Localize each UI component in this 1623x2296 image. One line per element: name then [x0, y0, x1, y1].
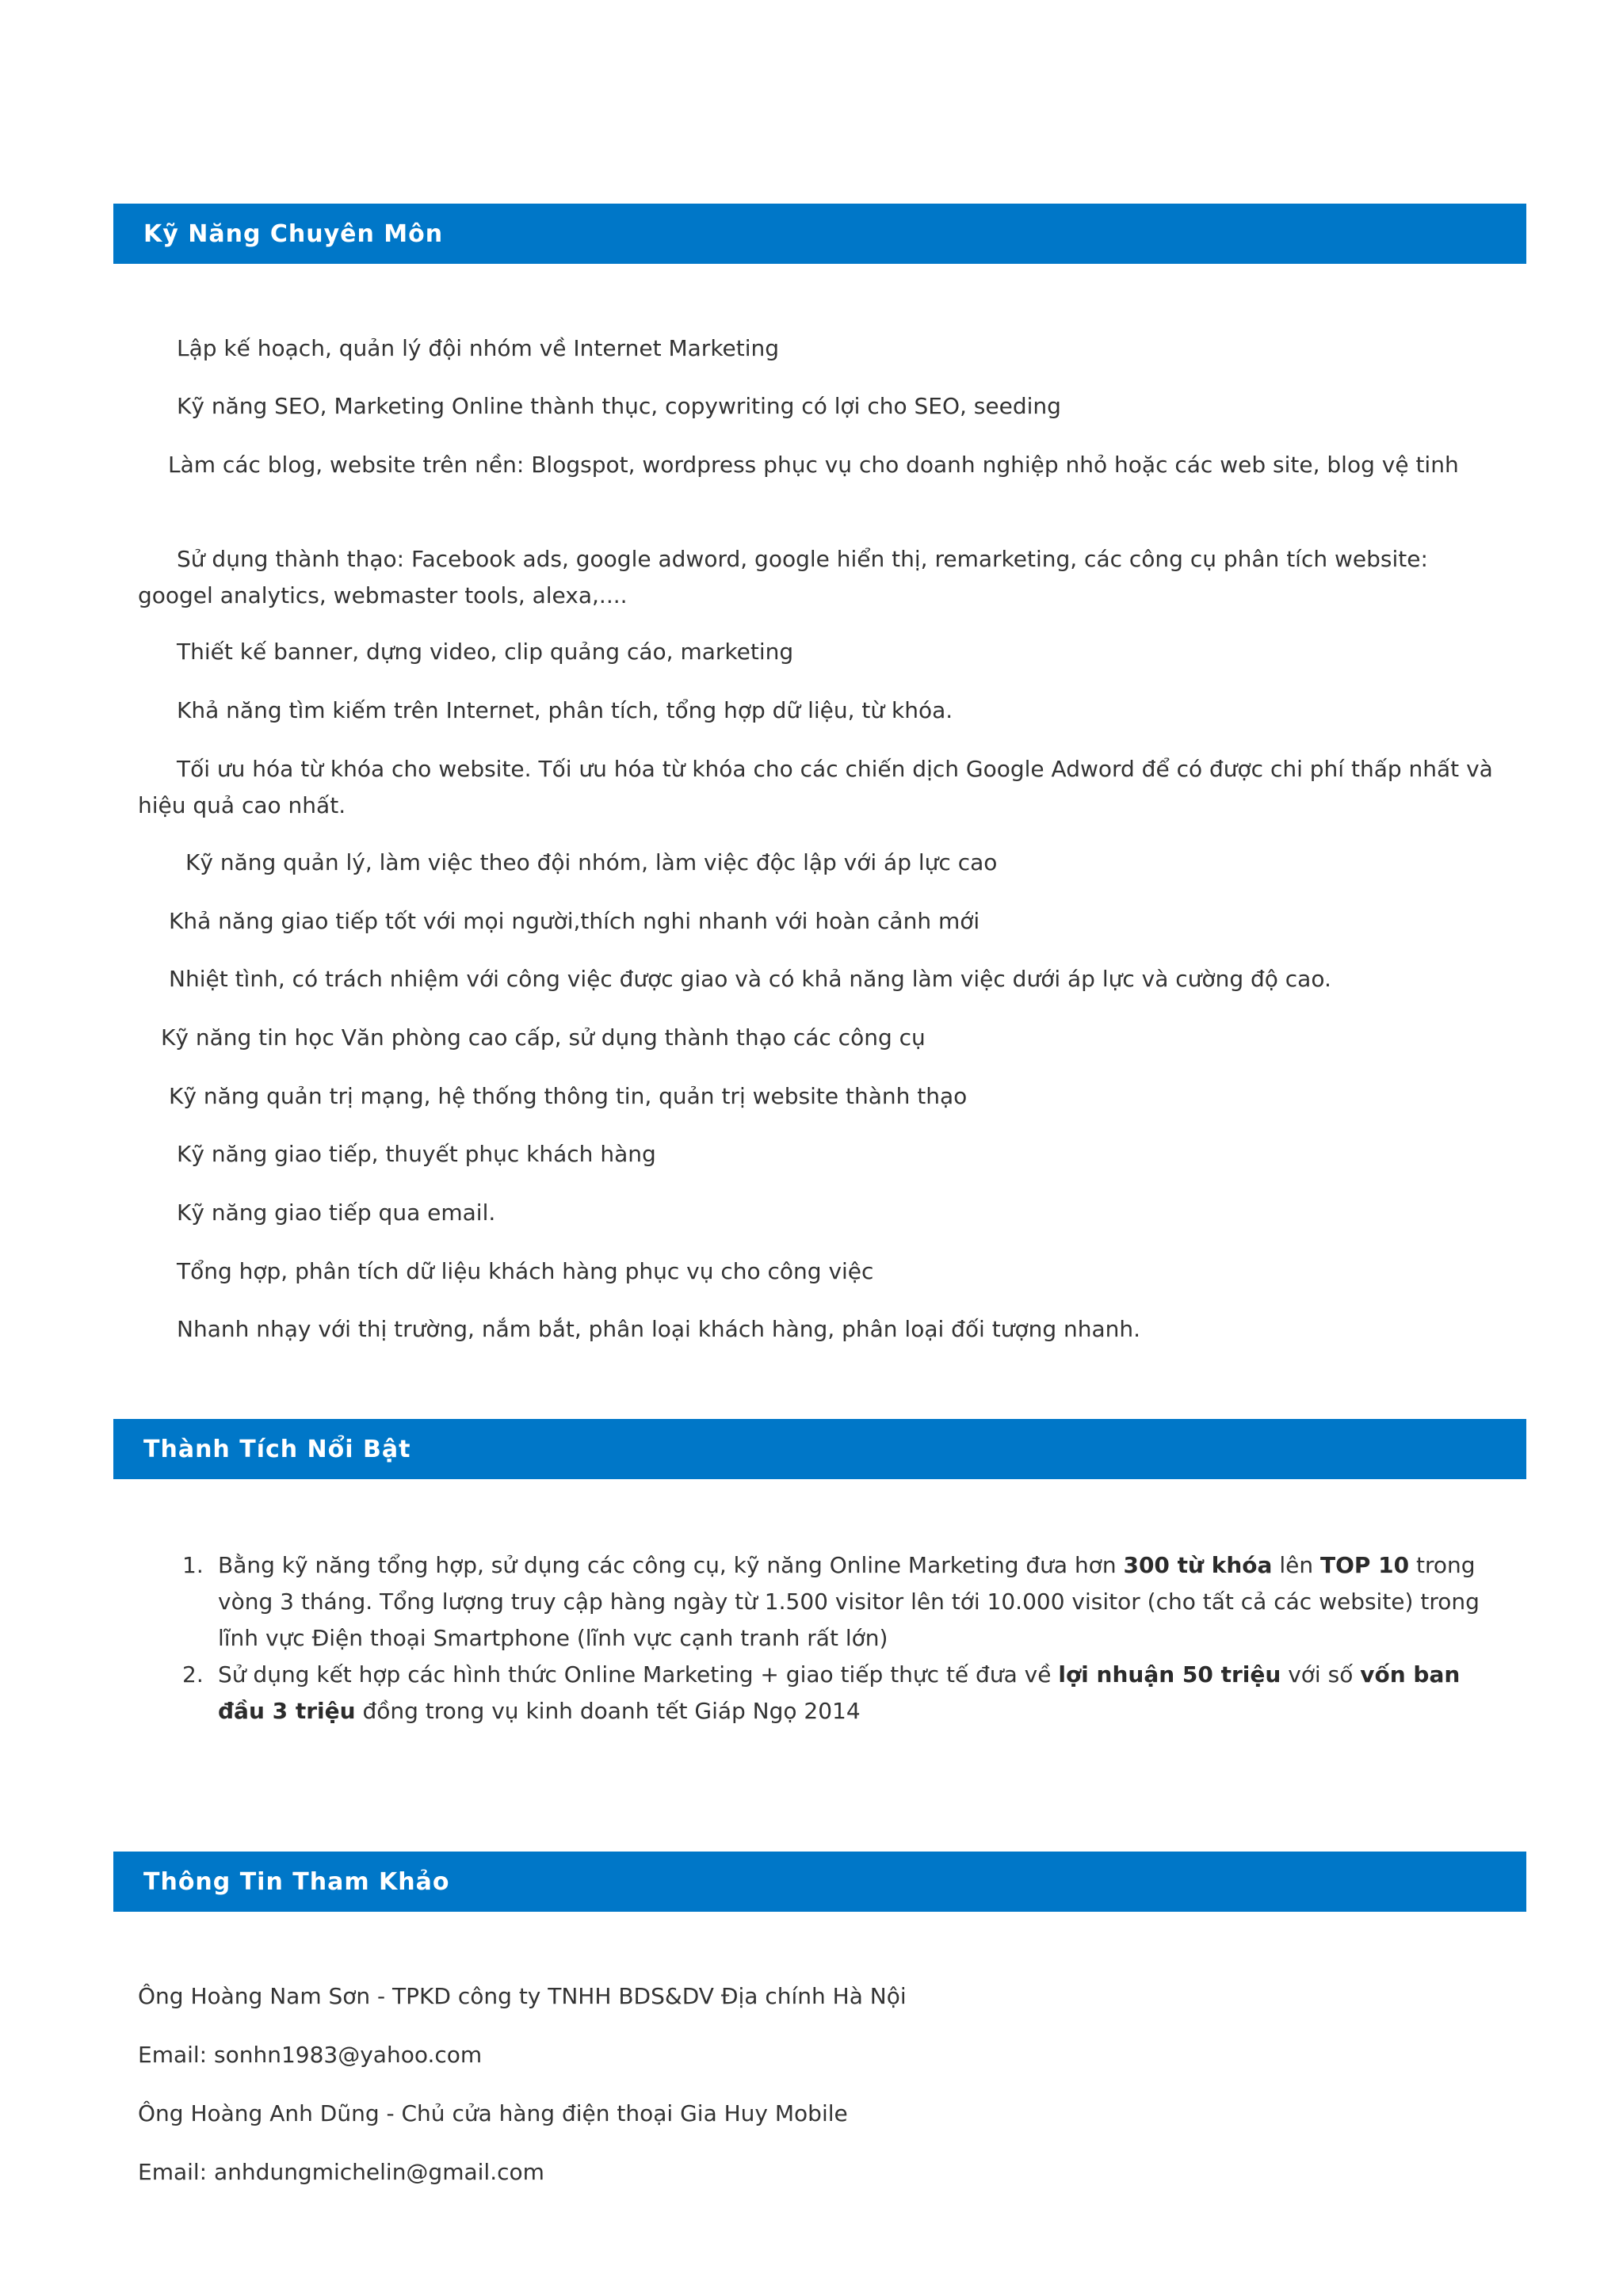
achievement-highlight: TOP 10 — [1319, 1552, 1410, 1578]
skill-item: Khả năng tìm kiếm trên Internet, phân tích, tổng hợp dữ liệu, từ khóa. — [177, 697, 953, 723]
section-header-skills — [113, 204, 1526, 264]
skill-item: Làm các blog, website trên nền: Blogspot, wordpress phục vụ cho doanh nghiệp nhỏ hoặc các web site, blog vệ tinh — [168, 452, 1459, 478]
achievement-highlight: vốn ban đầu 3 triệu — [218, 1661, 1461, 1724]
section-header-achievements — [113, 1419, 1526, 1479]
skill-item: Kỹ năng tin học Văn phòng cao cấp, sử dụng thành thạo các công cụ — [161, 1024, 926, 1051]
achievement-list — [138, 1547, 1504, 1730]
section-title-achievements: Thành Tích Nổi Bật — [143, 1435, 411, 1463]
skill-item: Tối ưu hóa từ khóa cho website. Tối ưu hóa từ khóa cho các chiến dịch Google Adword để có được chi phí thấp nhất và hiệu quả cao nhất. — [138, 756, 1493, 818]
achievement-text: Sử dụng kết hợp các hình thức Online Marketing + giao tiếp thực tế đưa về — [218, 1661, 1059, 1688]
achievement-text: với số — [1281, 1661, 1361, 1688]
skill-item: Kỹ năng SEO, Marketing Online thành thục, copywriting có lợi cho SEO, seeding — [177, 393, 1061, 419]
skill-item: Lập kế hoạch, quản lý đội nhóm về Internet Marketing — [177, 335, 780, 361]
section-title-skills: Kỹ Năng Chuyên Môn — [143, 219, 444, 248]
skill-item: Thiết kế banner, dựng video, clip quảng cáo, marketing — [177, 639, 794, 665]
skill-item: Nhiệt tình, có trách nhiệm với công việc được giao và có khả năng làm việc dưới áp lực và cường độ cao. — [169, 966, 1331, 992]
reference-name: Ông Hoàng Anh Dũng - Chủ cửa hàng điện thoại Gia Huy Mobile — [138, 2100, 848, 2126]
skill-item: Kỹ năng giao tiếp, thuyết phục khách hàng — [177, 1141, 656, 1167]
achievement-number: 2. — [182, 1661, 204, 1688]
skill-item: Tổng hợp, phân tích dữ liệu khách hàng phục vụ cho công việc — [177, 1258, 874, 1284]
achievement-highlight: 300 từ khóa — [1123, 1552, 1273, 1578]
achievement-highlight: lợi nhuận 50 triệu — [1058, 1661, 1281, 1688]
skill-item: Kỹ năng quản lý, làm việc theo đội nhóm, làm việc độc lập với áp lực cao — [185, 849, 998, 875]
achievement-item — [138, 1657, 1501, 1730]
achievement-text: Bằng kỹ năng tổng hợp, sử dụng các công cụ, kỹ năng Online Marketing đưa hơn — [218, 1552, 1124, 1578]
section-header-references — [113, 1852, 1526, 1912]
reference-email: Email: anhdungmichelin@gmail.com — [138, 2159, 544, 2185]
section-title-references: Thông Tin Tham Khảo — [143, 1867, 450, 1896]
skill-item: Kỹ năng quản trị mạng, hệ thống thông tin, quản trị website thành thạo — [169, 1083, 968, 1109]
reference-name: Ông Hoàng Nam Sơn - TPKD công ty TNHH BDS&DV Địa chính Hà Nội — [138, 1983, 907, 2009]
skill-item: Khả năng giao tiếp tốt với mọi người,thích nghi nhanh với hoàn cảnh mới — [169, 908, 980, 934]
skill-item: Kỹ năng giao tiếp qua email. — [177, 1199, 496, 1226]
skill-item: Sử dụng thành thạo: Facebook ads, google adword, google hiển thị, remarketing, các công cụ phân tích website: googel analytics, webmaster tools, alexa,.... — [138, 546, 1428, 608]
achievement-text: lên — [1272, 1552, 1320, 1578]
achievement-number: 1. — [182, 1552, 204, 1578]
achievement-text: đồng trong vụ kinh doanh tết Giáp Ngọ 2014 — [355, 1698, 861, 1724]
reference-email: Email: sonhn1983@yahoo.com — [138, 2042, 483, 2068]
achievement-item — [138, 1547, 1504, 1657]
skill-item: Nhanh nhạy với thị trường, nắm bắt, phân loại khách hàng, phân loại đối tượng nhanh. — [177, 1316, 1141, 1342]
achievement-text: trong vòng 3 tháng. Tổng lượng truy cập hàng ngày từ 1.500 visitor lên tới 10.000 visitor (cho tất cả các website) trong lĩnh vực Điện thoại Smartphone (lĩnh vực cạnh tranh rất lớn) — [218, 1552, 1504, 1651]
